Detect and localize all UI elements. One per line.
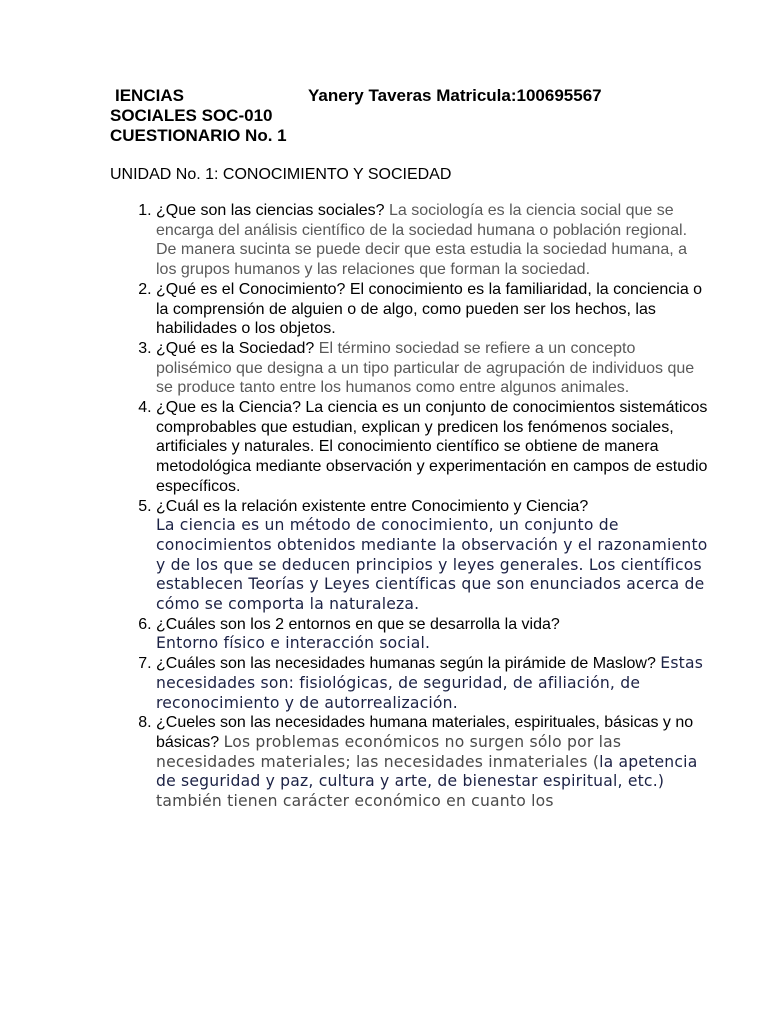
course-code: SOCIALES SOC-010 [110, 106, 273, 125]
student-info: Yanery Taveras Matricula:100695567 [308, 86, 602, 105]
question-item-1 [156, 201, 711, 280]
question-text: ¿Que son las ciencias sociales? [156, 202, 389, 219]
unit-title: UNIDAD No. 1: CONOCIMIENTO Y SOCIEDAD [110, 166, 452, 183]
answer-text: Estas necesidades son: fisiológicas, de seguridad, de afiliación, de reconocimiento y de autorrealización. [156, 654, 704, 712]
question-text: ¿Cuáles son las necesidades humanas según la pirámide de Maslow? [156, 655, 661, 673]
question-text: ¿Que es la Ciencia? La ciencia es un conjunto de conocimientos sistemáticos comprobables que estudian, explican y predicen los fenómenos sociales, artificiales y naturales. El conocimiento científico se obtiene de manera metodológica mediante observación y experimentación en campos de estudio específicos. [156, 399, 708, 495]
header-line-1 [110, 86, 670, 106]
course-title-fragment: IENCIAS [115, 86, 184, 105]
answer-text: La ciencia es un método de conocimiento, un conjunto de conocimientos obtenidos mediante la observación y el razonamiento y de los que se deducen principios y leyes generales. Los científicos establecen Teorías y Leyes científicas que son enunciados acerca de cómo se comporta la naturaleza. [156, 516, 708, 614]
question-text: ¿Cuáles son los 2 entornos en que se desarrolla la vida? [156, 615, 560, 633]
answer-text-part-3: también tienen carácter económico en cuanto los [156, 792, 554, 811]
questionnaire-title: CUESTIONARIO No. 1 [110, 126, 287, 145]
question-item-3 [156, 339, 711, 398]
question-text: ¿Qué es la Sociedad? [156, 339, 319, 357]
answer-text-part-1: Los problemas económicos no surgen sólo por las necesidades materiales; las necesidades inmateriales ( [156, 732, 622, 771]
answer-text: La sociología es la ciencia social que se encarga del análisis científico de la sociedad humana o población regional. De manera sucinta se puede decir que esta estudia la sociedad humana, a los grupos humanos y las relaciones que forman la sociedad. [156, 202, 688, 279]
question-item-7 [156, 654, 711, 713]
document-header [110, 86, 670, 146]
question-text: ¿Cuál es la relación existente entre Conocimiento y Ciencia? [156, 497, 589, 515]
answer-text: Entorno físico e interacción social. [156, 634, 431, 653]
question-item-6 [156, 615, 711, 654]
answer-text: El término sociedad se refiere a un concepto polisémico que designa a un tipo particular de agrupación de individuos que se produce tanto entre los humanos como entre algunos animales. [156, 339, 695, 397]
question-item-4 [156, 398, 711, 497]
question-item-5 [156, 497, 711, 615]
question-text: ¿Cueles son las necesidades humana materiales, espirituales, básicas y no básicas? [156, 714, 694, 751]
question-item-2 [156, 280, 711, 339]
answer-text-part-2: la apetencia de seguridad y paz, cultura y arte, de bienestar espiritual, etc.) [156, 752, 698, 791]
question-item-8 [156, 713, 711, 812]
question-list [110, 201, 711, 812]
question-text: ¿Qué es el Conocimiento? El conocimiento es la familiaridad, la conciencia o la comprensión de alguien o de algo, como pueden ser los hechos, las habilidades o los objetos. [156, 280, 703, 338]
